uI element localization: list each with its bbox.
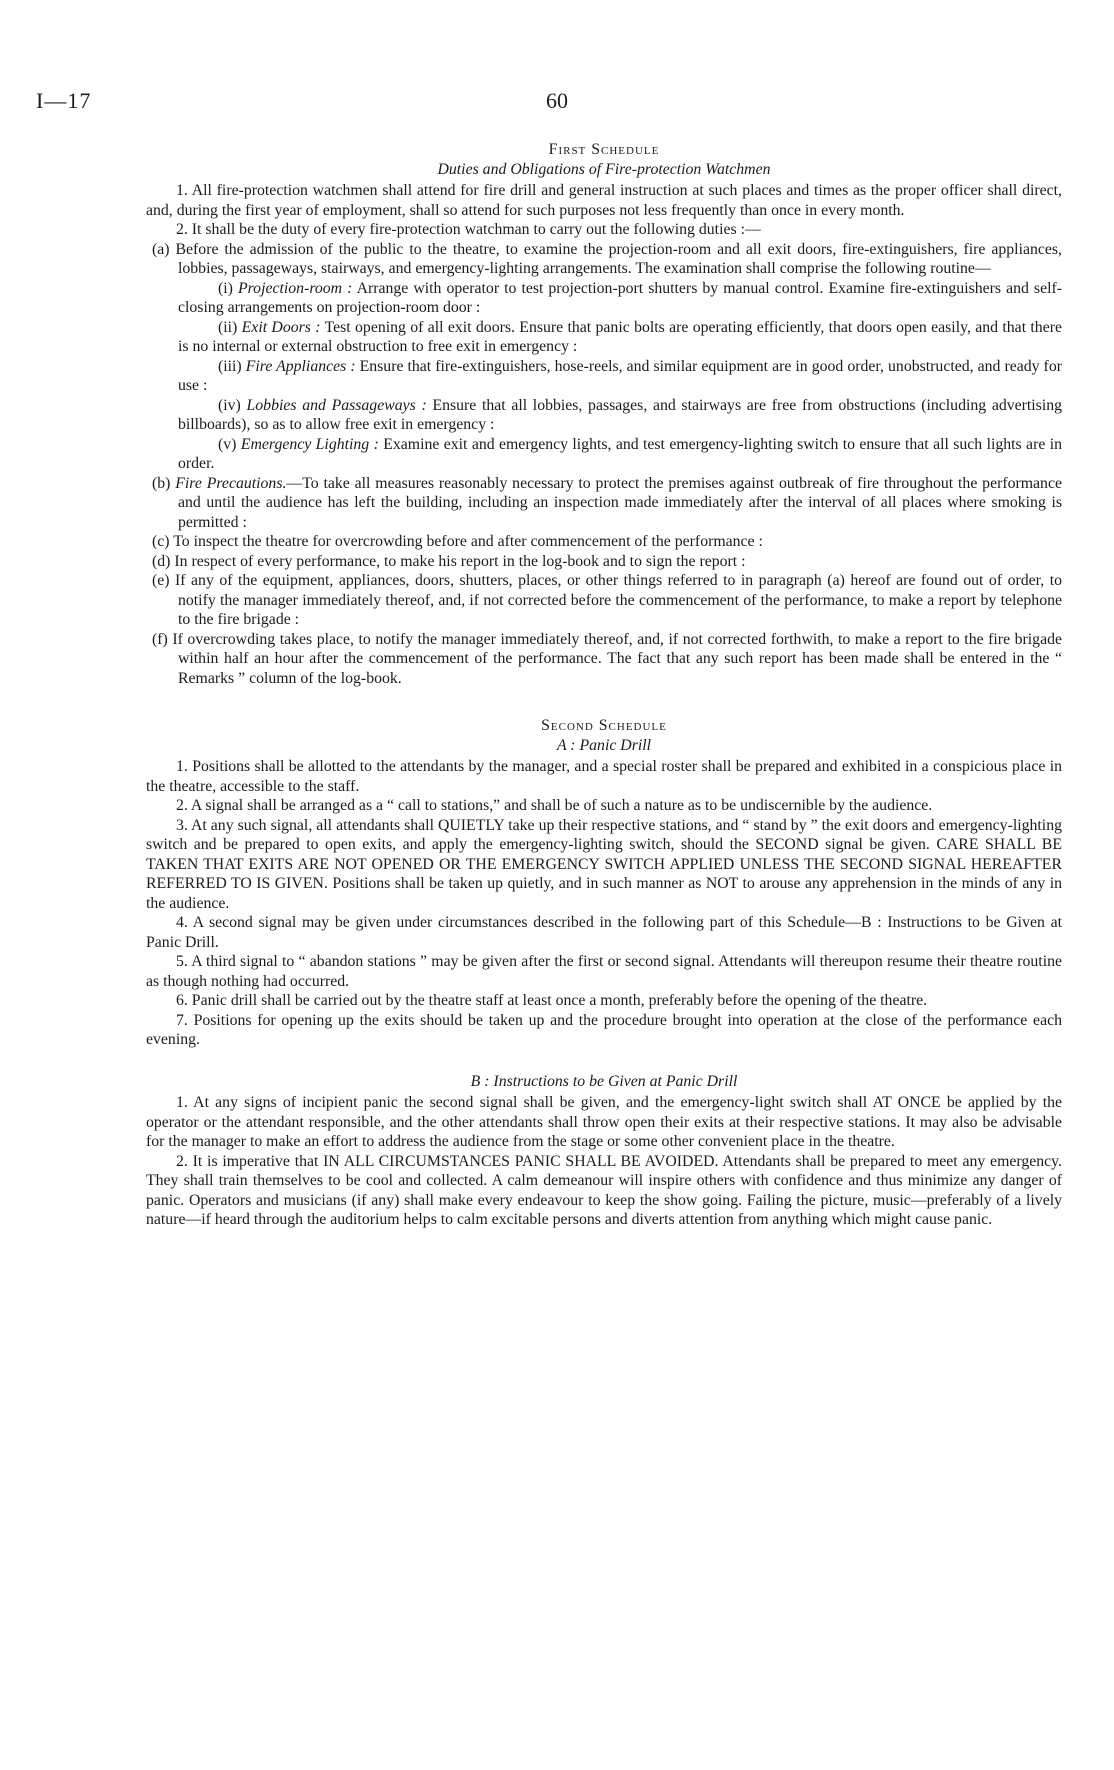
list-item [152, 240, 1062, 279]
item-label: (v) [218, 435, 237, 453]
item-text: If any of the equipment, appliances, doors, shutters, places, or other things referred to in paragraph (a) hereof are found out of order, to notify the manager immediately thereof, and, if not corrected before the commencement of the performance, to make a report by telephone to the fire brigade : [175, 572, 1062, 628]
item-text: Ensure that fire-extinguishers, hose-reels, and similar equipment are in good order, unobstructed, and ready for use : [178, 357, 1062, 394]
item-title: Emergency Lighting : [240, 435, 379, 453]
paragraph: 4. A second signal may be given under circumstances described in the following part of this Schedule—B : Instructions to be Given at Panic Drill. [146, 914, 1062, 951]
list-item [178, 318, 1062, 357]
item-label: (f) [152, 630, 168, 648]
page-number: 60 [546, 88, 568, 113]
list-item [152, 532, 1062, 552]
section-spacer [146, 1050, 1062, 1072]
list-item [152, 571, 1062, 630]
item-text: In respect of every performance, to make his report in the log-book and to sign the report : [174, 552, 746, 570]
list-item [178, 396, 1062, 435]
item-label: (iv) [218, 396, 241, 414]
item-label: (iii) [218, 357, 242, 375]
item-text: —To take all measures reasonably necessary to protect the premises against outbreak of fire throughout the performance and until the audience has left the building, including an inspection made immediately after the interval of all places where smoking is permitted : [178, 474, 1062, 531]
page-header [36, 88, 1078, 118]
document-body [146, 140, 1062, 1230]
list-item [152, 474, 1062, 533]
list-item [178, 357, 1062, 396]
paragraph: 2. It is imperative that IN ALL CIRCUMSTANCES PANIC SHALL BE AVOIDED. Attendants shall be prepared to meet any emergency. They shall train themselves to be cool and collected. A calm demeanour will inspire others with confidence and thus minimize any danger of panic. Operators and musicians (if any) shall make every endeavour to keep the show going. Failing the picture, music—preferably of a lively nature—if heard through the auditorium helps to calm excitable persons and diverts attention from anything which might cause panic. [146, 1152, 1062, 1228]
paragraph: 3. At any such signal, all attendants shall QUIETLY take up their respective stations, and “ stand by ” the exit doors and emergency-lighting switch and be prepared to open exits, and apply the emergency-lighting switch, should the SECOND signal be given. CARE SHALL BE TAKEN THAT EXITS ARE NOT OPENED OR THE EMERGENCY SWITCH APPLIED UNLESS THE SECOND SIGNAL HEREAFTER REFERRED TO IS GIVEN. Positions shall be taken up quietly, and in such manner as NOT to arouse any apprehension in the minds of any in the audience. [146, 816, 1062, 912]
item-label: (c) [152, 533, 170, 550]
paragraph: 1. All fire-protection watchmen shall attend for fire drill and general instruction at such places and times as the proper officer shall direct, and, during the first year of employment, shall so attend for such purposes not less frequently than once in every month. [146, 182, 1062, 219]
list-item [152, 552, 1062, 572]
item-text: Test opening of all exit doors. Ensure that panic bolts are operating efficiently, that doors open easily, and that there is no internal or external obstruction to free exit in emergency : [178, 318, 1062, 355]
panic-drill-heading: A : Panic Drill [556, 736, 652, 754]
item-label: (a) [152, 240, 170, 258]
page-reference: I—17 [36, 88, 92, 113]
item-label: (b) [152, 474, 171, 492]
item-title: Projection-room : [237, 279, 353, 297]
item-title: Lobbies and Passageways : [246, 396, 427, 414]
first-schedule-subheading: Duties and Obligations of Fire-protection Watchmen [437, 160, 771, 178]
item-label: (i) [218, 279, 233, 297]
paragraph: 1. At any signs of incipient panic the second signal shall be given, and the emergency-light switch shall AT ONCE be applied by the operator or the attendant responsible, and the other attendants shall throw open their exits at their respective stations. It may also be advisable for the manager to make an effort to address the audience from the stage or some other convenient place in the theatre. [146, 1094, 1062, 1150]
item-title: Fire Appliances : [245, 357, 356, 375]
item-title: Fire Precautions. [175, 474, 287, 492]
item-text: To inspect the theatre for overcrowding before and after commencement of the performance : [173, 533, 763, 550]
item-text: Arrange with operator to test projection-port shutters by manual control. Examine fire-extinguishers and self-closing arrangements on projection-room door : [178, 279, 1062, 316]
list-item [152, 630, 1062, 689]
paragraph: 6. Panic drill shall be carried out by the theatre staff at least once a month, preferably before the opening of the theatre. [176, 992, 928, 1009]
item-text: Ensure that all lobbies, passages, and stairways are free from obstructions (including advertising billboards), so as to allow free exit in emergency : [178, 396, 1063, 433]
paragraph: 1. Positions shall be allotted to the attendants by the manager, and a special roster shall be prepared and exhibited in a conspicious place in the theatre, accessible to the staff. [146, 758, 1062, 795]
paragraph: 7. Positions for opening up the exits should be taken up and the procedure brought into operation at the close of the performance each evening. [146, 1011, 1062, 1048]
item-title: Exit Doors : [241, 318, 321, 336]
item-text: If overcrowding takes place, to notify the manager immediately thereof, and, if not corrected forthwith, to make a report to the fire brigade within half an hour after the commencement of the performance. The fact that any such report has been made shall be entered in the “ Remarks ” column of the log-book. [172, 630, 1063, 687]
paragraph: 2. It shall be the duty of every fire-protection watchman to carry out the following duties :— [176, 221, 761, 238]
routine-list [178, 279, 1062, 474]
item-text: Before the admission of the public to the theatre, to examine the projection-room and all exit doors, fire-extinguishers, fire appliances, lobbies, passageways, stairways, and emergency-lighting arrangements. The examination shall comprise the following routine— [175, 240, 1062, 277]
section-spacer [146, 688, 1062, 716]
item-text: Examine exit and emergency lights, and test emergency-lighting switch to ensure that all such lights are in order. [178, 435, 1063, 472]
list-item [178, 279, 1062, 318]
list-item [178, 435, 1062, 474]
paragraph: 2. A signal shall be arranged as a “ call to stations,” and shall be of such a nature as to be undiscernible by the audience. [176, 797, 933, 814]
first-schedule-heading: First Schedule [548, 141, 660, 158]
second-schedule-heading: Second Schedule [541, 717, 667, 734]
item-label: (ii) [218, 318, 238, 336]
item-label: (e) [152, 572, 170, 589]
item-label: (d) [152, 552, 171, 570]
panic-instructions-heading: B : Instructions to be Given at Panic Drill [470, 1072, 738, 1090]
paragraph: 5. A third signal to “ abandon stations ” may be given after the first or second signal. Attendants will thereupon resume their theatre routine as though nothing had occurred. [146, 953, 1062, 990]
